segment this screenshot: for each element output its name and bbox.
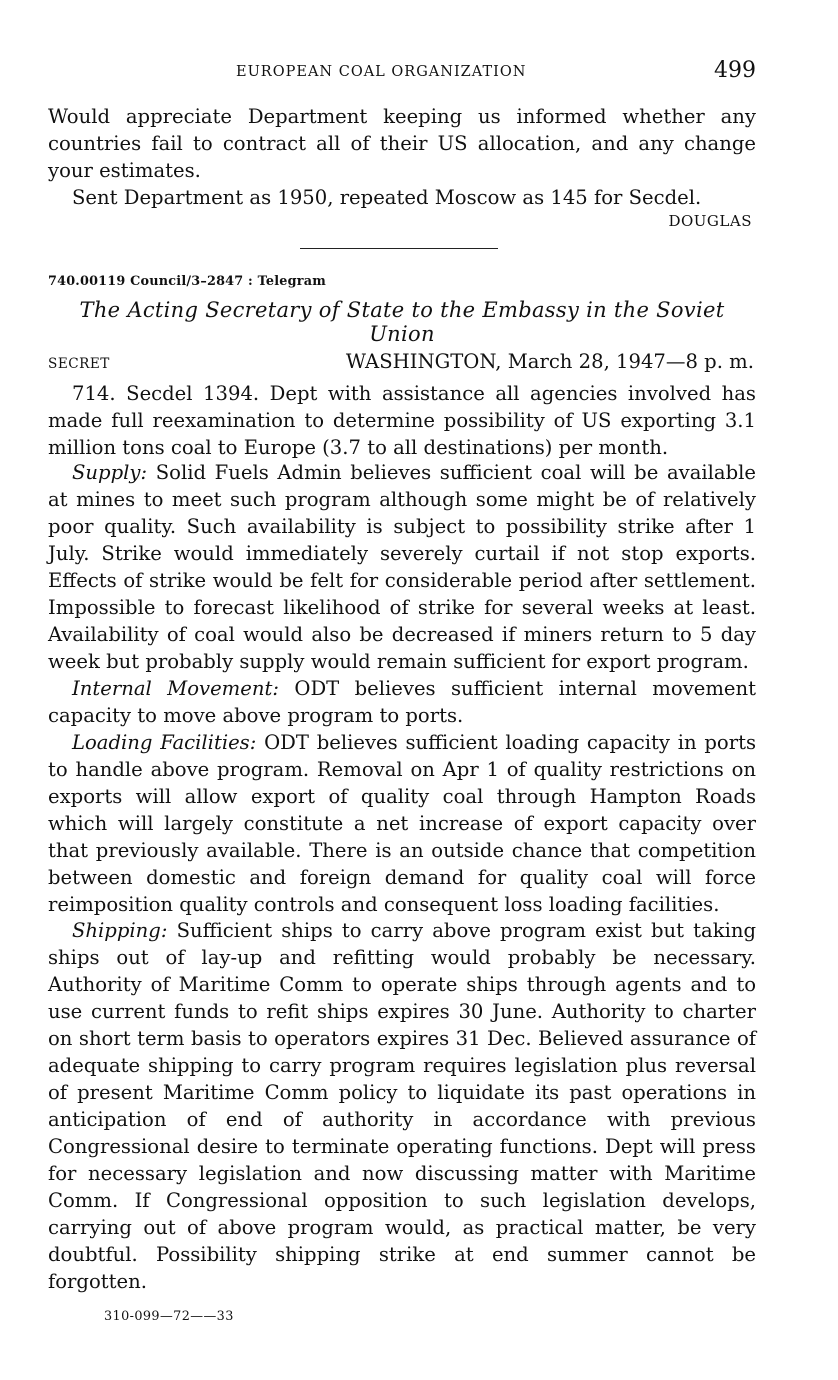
section-text: Sufficient ships to carry above program exist but taking ships out of lay-up and refitting would probably be necessary. Authority of Maritime Comm to operate ships through agents and to use current funds to refit ships expires 30 June. Authority to charter on short term basis to operators expires 31 Dec. Believed assurance of adequate shipping to carry program requires legislation plus reversal of present Maritime Comm policy to liquidate its past operations in anticipation of end of authority in accordance with previous Congressional desire to terminate operating functions. Dept will press for necessary legislation and now discussing matter with Maritime Comm. If Congressional opposition to such legislation develops, carrying out of above program would, as practical matter, be very doubtful. Possibility shipping strike at end summer cannot be forgotten. [48,919,756,1293]
section-text: ODT believes sufficient internal movement capacity to move above program to ports. [48,677,756,727]
classification-label: SECRET [48,356,110,372]
preceding-paragraph: Would appreciate Department keeping us informed whether any countries fail to contract all of their US allocation, and any change your estimates. [48,105,756,182]
routing-note: Sent Department as 1950, repeated Moscow as 145 for Secdel. [72,186,702,209]
section-heading: Internal Movement: [72,677,279,700]
running-head: EUROPEAN COAL ORGANIZATION [236,64,527,80]
section-internal-movement [48,675,756,729]
page-header [48,58,758,88]
section-heading: Loading Facilities: [72,731,257,754]
signature: DOUGLAS [668,212,752,230]
document-title: The Acting Secretary of State to the Embassy in the Soviet Union [79,298,725,346]
file-reference: 740.00119 Council/3–2847 : Telegram [48,274,326,289]
printer-mark: 310-099—72——33 [104,1309,234,1324]
document-page [48,0,758,1380]
dateline-row [48,350,756,380]
section-text: Solid Fuels Admin believes sufficient coal will be available at mines to meet such program although some might be of relatively poor quality. Such availability is subject to possibility strike after 1 July. Strike would immediately severely curtail if not stop exports. Effects of strike would be felt for considerable period after settlement. Impossible to forecast likelihood of strike for several weeks at least. Availability of coal would also be decreased if miners return to 5 day week but probably supply would remain sufficient for export program. [48,461,756,673]
section-supply [48,459,756,675]
dateline: WASHINGTON, March 28, 1947—8 p. m. [345,350,754,373]
section-divider [300,248,498,249]
page-number: 499 [714,58,756,83]
section-loading-facilities [48,729,756,918]
section-heading: Shipping: [72,919,168,942]
section-shipping [48,917,756,1295]
section-heading: Supply: [72,461,148,484]
opening-paragraph: 714. Secdel 1394. Dept with assistance all agencies involved has made full reexamination to determine possibility of US exporting 3.1 million tons coal to Europe (3.7 to all destinations) per month. [48,382,756,459]
section-text: ODT believes sufficient loading capacity in ports to handle above program. Removal on Apr 1 of quality restrictions on exports will allow export of quality coal through Hampton Roads which will largely constitute a net increase of export capacity over that previously available. There is an outside chance that competition between domestic and foreign demand for quality coal will force reimposition quality controls and consequent loss loading facilities. [48,731,756,916]
